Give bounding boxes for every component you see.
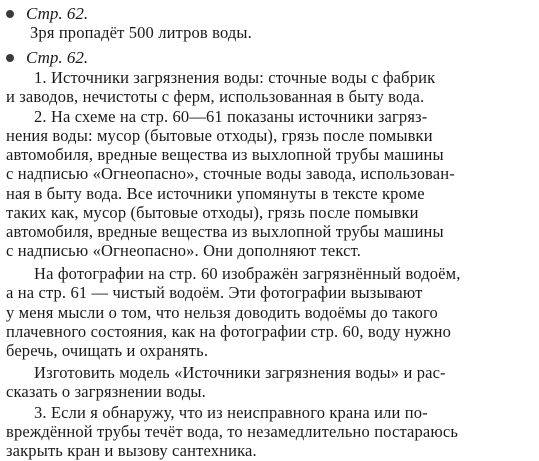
text-line: автомобиля, вредные вещества из выхлопной трубы машины (6, 145, 444, 164)
text-line: закрыть кран и вызову сантехника. (6, 441, 257, 460)
text-line: таких как, мусор (бытовые отходы), грязь после помывки (6, 203, 419, 222)
text-line: автомобиля, вредные вещества из выхлопной трубы машины (6, 222, 444, 241)
section-heading-2 (6, 48, 88, 68)
text-line: вреждённой трубы течёт вода, то незамедлительно постараюсь (6, 422, 459, 441)
text-line: Изготовить модель «Источники загрязнения воды» и рас- (34, 363, 446, 382)
page-reference: Стр. 62. (26, 4, 89, 23)
text-line: сказать о загрязнении воды. (6, 382, 206, 401)
text-line: у меня мысли о том, что нельзя доводить водоёмы до такого (6, 303, 438, 322)
text-line: а на стр. 61 — чистый водоём. Эти фотографии вызывают (6, 283, 423, 302)
text-line: и заводов, нечистоты с ферм, использованная в быту вода. (6, 87, 425, 106)
text-line: плачевного состояния, как на фотографии стр. 60, воду нужно (6, 322, 451, 341)
text-line: нения воды: мусор (бытовые отходы), грязь после помывки (6, 126, 433, 145)
text-line: с надписью «Огнеопасно». Они дополняют текст. (6, 241, 361, 260)
bullet-icon (6, 54, 14, 62)
text-line: с надписью «Огнеопасно», сточные воды завода, использован- (6, 164, 455, 183)
page-reference: Стр. 62. (26, 48, 89, 67)
text-line: 1. Источники загрязнения воды: сточные воды с фабрик (34, 68, 436, 87)
text-line: На фотографии на стр. 60 изображён загрязнённый водоём, (34, 264, 461, 283)
section-heading-1 (6, 4, 88, 24)
text-line: 3. Если я обнаружу, что из неисправного крана или по- (34, 403, 428, 422)
text-line: ная в быту вода. Все источники упомянуты в тексте кроме (6, 184, 425, 203)
bullet-icon (6, 10, 14, 18)
text-line: беречь, очищать и охранять. (6, 341, 209, 360)
answer-text: Зря пропадёт 500 литров воды. (30, 23, 252, 42)
text-line: 2. На схеме на стр. 60—61 показаны источники загряз- (34, 107, 428, 126)
